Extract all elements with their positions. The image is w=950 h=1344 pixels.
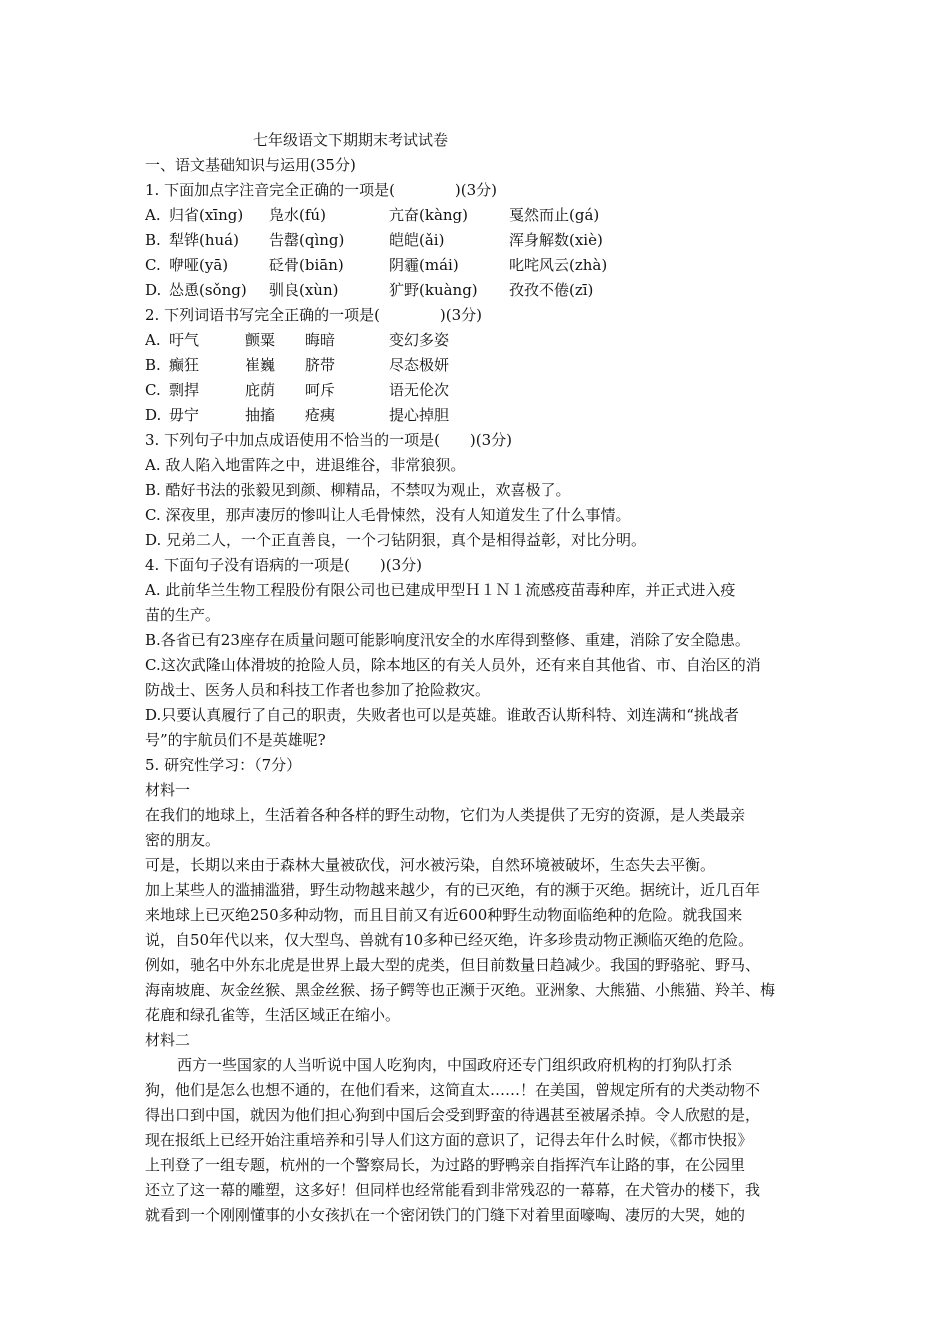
section-heading: 一、语文基础知识与运用(35分) bbox=[145, 156, 356, 174]
material-2-line: 上刊登了一组专题，杭州的一个警察局长，为过路的野鸭亲自指挥汽车让路的事，在公园里 bbox=[145, 1156, 746, 1174]
question-2-option-a: A. 吁气 颤粟 晦暗 变幻多姿 bbox=[145, 331, 450, 349]
material-1-line: 海南坡鹿、灰金丝猴、黑金丝猴、扬子鳄等也正濒于灭绝。亚洲象、大熊猫、小熊猫、羚羊、梅 bbox=[145, 981, 776, 999]
question-2-option-b: B. 癫狂 崔巍 脐带 尽态极妍 bbox=[145, 356, 450, 374]
question-1-option-c: C. 咿哑(yā) 砭骨(biān) 阴霾(mái) 叱咤风云(zhà) bbox=[145, 256, 608, 274]
material-1-line: 在我们的地球上，生活着各种各样的野生动物，它们为人类提供了无穷的资源，是人类最亲 bbox=[145, 806, 746, 824]
question-5-stem: 5. 研究性学习：（7分） bbox=[145, 756, 302, 774]
question-1-option-a: A. 归省(xīng) 凫水(fú) 亢奋(kàng) 戛然而止(gá) bbox=[145, 206, 600, 224]
question-4-line: A. 此前华兰生物工程股份有限公司也已建成甲型Ｈ１Ｎ１流感疫苗毒种库，并正式进入疫 bbox=[145, 581, 736, 599]
material-1-label: 材料一 bbox=[145, 781, 191, 799]
question-4-line: C.这次武隆山体滑坡的抢险人员，除本地区的有关人员外，还有来自其他省、市、自治区的消 bbox=[145, 656, 761, 674]
exam-content bbox=[145, 128, 815, 1228]
material-1-line: 花鹿和绿孔雀等，生活区域正在缩小。 bbox=[145, 1006, 401, 1024]
question-4-stem: 4. 下面句子没有语病的一项是( )(3分) bbox=[145, 556, 423, 574]
question-4-line: 号”的宇航员们不是英雄呢? bbox=[145, 731, 326, 749]
question-4-line: D.只要认真履行了自己的职责，失败者也可以是英雄。谁敢否认斯科特、刘连满和“挑战者 bbox=[145, 706, 739, 724]
question-4-line: 防战士、医务人员和科技工作者也参加了抢险救灾。 bbox=[145, 681, 491, 699]
question-3-option-c: C. 深夜里，那声凄厉的惨叫让人毛骨悚然，没有人知道发生了什么事情。 bbox=[145, 506, 631, 524]
question-3-option-a: A. 敌人陷入地雷阵之中，进退维谷，非常狼狈。 bbox=[145, 456, 466, 474]
material-2-line: 得出口到中国，就因为他们担心狗到中国后会受到野蛮的待遇甚至被屠杀掉。令人欣慰的是， bbox=[145, 1106, 761, 1124]
exam-title: 七年级语文下期期末考试试卷 bbox=[253, 131, 449, 149]
question-4-line: B.各省已有23座存在质量问题可能影响度汛安全的水库得到整修、重建，消除了安全隐患。 bbox=[145, 631, 750, 649]
question-1-option-d: D. 怂恿(sǒng) 驯良(xùn) 犷野(kuàng) 孜孜不倦(zī) bbox=[145, 281, 594, 299]
material-1-line: 例如，驰名中外东北虎是世界上最大型的虎类，但目前数量日趋减少。我国的野骆驼、野马、 bbox=[145, 956, 761, 974]
material-1-line: 来地球上已灭绝250多种动物，而且目前又有近600种野生动物面临绝种的危险。就我国来 bbox=[145, 906, 743, 924]
question-1-option-b: B. 犁铧(huá) 告罄(qìng) 皑皑(ǎi) 浑身解数(xiè) bbox=[145, 231, 603, 249]
material-1-line: 加上某些人的滥捕滥猎，野生动物越来越少，有的已灭绝，有的濒于灭绝。据统计，近几百年 bbox=[145, 881, 761, 899]
material-2-line: 狗，他们是怎么也想不通的，在他们看来，这简直太……！在美国，曾规定所有的犬类动物不 bbox=[145, 1081, 761, 1099]
question-2-stem: 2. 下列词语书写完全正确的一项是( )(3分) bbox=[145, 306, 483, 324]
question-3-stem: 3. 下列句子中加点成语使用不恰当的一项是( )(3分) bbox=[145, 431, 513, 449]
material-1-line: 说，自50年代以来，仅大型鸟、兽就有10多种已经灭绝，许多珍贵动物正濒临灭绝的危险。 bbox=[145, 931, 754, 949]
material-2-label: 材料二 bbox=[145, 1031, 191, 1049]
material-2-line: 就看到一个刚刚懂事的小女孩扒在一个密闭铁门的门缝下对着里面嚎啕、凄厉的大哭，她的 bbox=[145, 1206, 746, 1224]
question-3-option-b: B. 酷好书法的张毅见到颜、柳精品，不禁叹为观止，欢喜极了。 bbox=[145, 481, 571, 499]
question-4-line: 苗的生产。 bbox=[145, 606, 221, 624]
question-3-option-d: D. 兄弟二人，一个正直善良，一个刁钻阴狠，真个是相得益彰，对比分明。 bbox=[145, 531, 647, 549]
material-2-line: 西方一些国家的人当听说中国人吃狗肉，中国政府还专门组织政府机构的打狗队打杀 bbox=[177, 1056, 733, 1074]
question-1-stem: 1. 下面加点字注音完全正确的一项是( )(3分) bbox=[145, 181, 498, 199]
question-2-option-d: D. 毋宁 抽搐 疮痍 提心掉胆 bbox=[145, 406, 450, 424]
material-2-line: 现在报纸上已经开始注重培养和引导人们这方面的意识了，记得去年什么时候，《都市快报》 bbox=[145, 1131, 753, 1149]
material-1-line: 密的朋友。 bbox=[145, 831, 221, 849]
material-2-line: 还立了这一幕的雕塑，这多好！但同样也经常能看到非常残忍的一幕幕，在犬管办的楼下，我 bbox=[145, 1181, 761, 1199]
material-1-line: 可是，长期以来由于森林大量被砍伐，河水被污染，自然环境被破坏，生态失去平衡。 bbox=[145, 856, 716, 874]
question-2-option-c: C. 剽捍 庇荫 呵斥 语无伦次 bbox=[145, 381, 450, 399]
